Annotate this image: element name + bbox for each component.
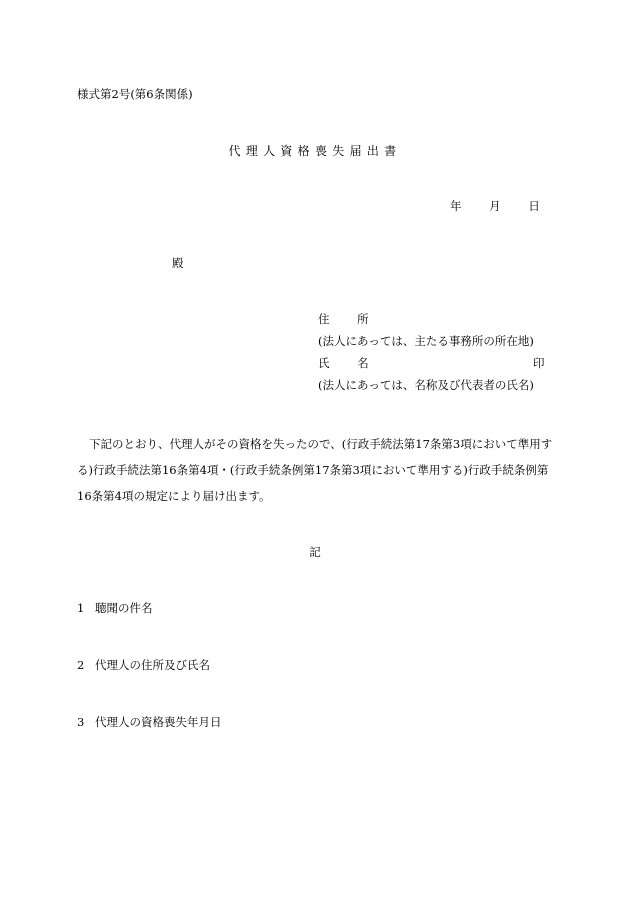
list-item-label: 代理人の住所及び氏名 (95, 658, 210, 672)
ki-heading: 記 (309, 545, 321, 559)
list-item (77, 600, 153, 616)
body-paragraph: 下記のとおり、代理人がその資格を失ったので、(行政手続法第17条第3項において準用する)行政手続法第16条第4項・(行政手続条例第17条第3項において準用する)行政手続条例第16条第4項の規定により届け出ます。 (77, 437, 553, 503)
list-item (77, 714, 222, 730)
seal-mark: 印 (533, 356, 545, 370)
list-item-number: 3 (77, 715, 85, 729)
form-number: 様式第2号(第6条関係) (77, 87, 193, 101)
applicant-address-label: 住 所 (318, 312, 381, 326)
addressee-suffix: 殿 (172, 256, 184, 270)
date-year-label: 年 (450, 199, 462, 213)
applicant-name-note: (法人にあっては、名称及び代表者の氏名) (318, 378, 534, 392)
list-item-number: 1 (77, 601, 85, 615)
list-item-label: 聴聞の件名 (95, 601, 153, 615)
applicant-address-note: (法人にあっては、主たる事務所の所在地) (318, 334, 534, 348)
date-line (450, 198, 540, 214)
date-month-label: 月 (489, 199, 501, 213)
list-item (77, 657, 210, 673)
date-day-label: 日 (528, 199, 540, 213)
applicant-name-label: 氏 名 (318, 356, 381, 370)
list-item-label: 代理人の資格喪失年月日 (95, 715, 222, 729)
document-title: 代理人資格喪失届出書 (228, 144, 402, 158)
list-item-number: 2 (77, 658, 85, 672)
